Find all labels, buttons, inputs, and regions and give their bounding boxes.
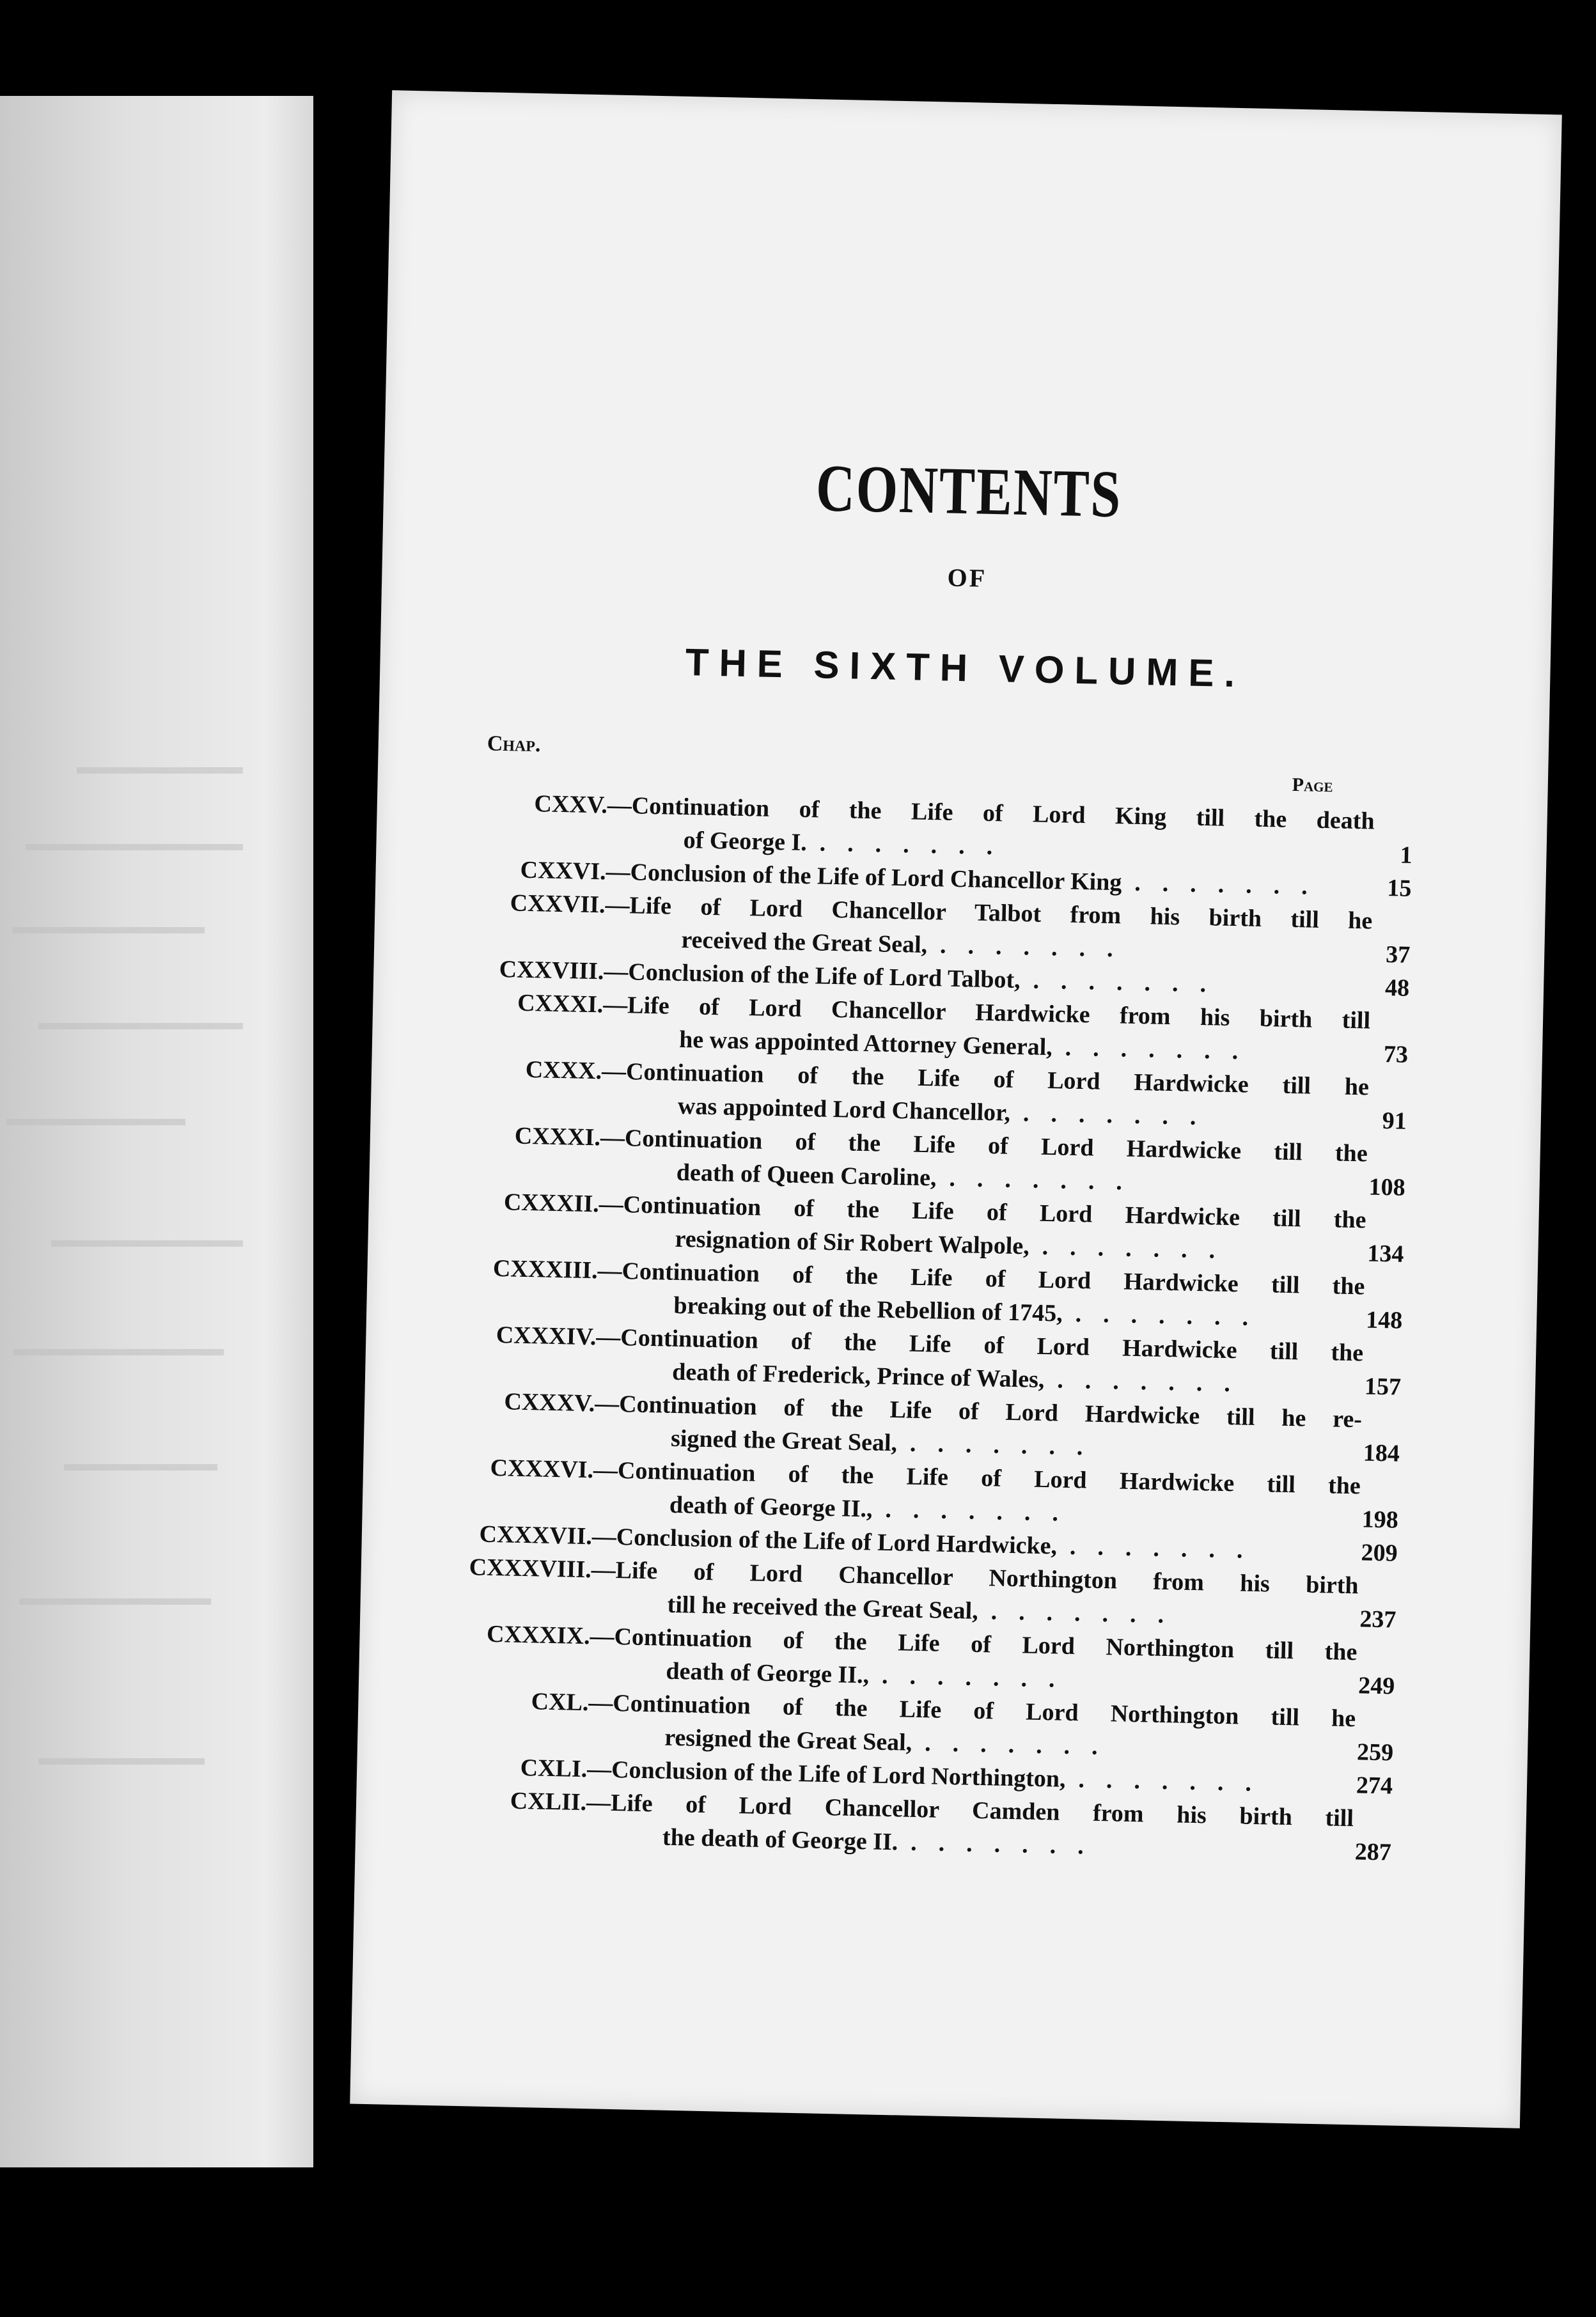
dot-leader: .......	[910, 1829, 1106, 1861]
chapter-title-continuation: the death of George II.	[662, 1823, 898, 1856]
bleed-through-line	[51, 1240, 243, 1247]
chapter-title: Life of Lord Chancellor Camden from his birth till	[610, 1789, 1354, 1832]
dash-separator: —	[588, 1689, 613, 1717]
chapter-title: Continuation of the Life of Lord Hardwicke till he	[625, 1058, 1370, 1101]
dash-separator: —	[586, 1756, 612, 1783]
dash-separator: —	[593, 1456, 618, 1485]
dot-leader: .......	[1022, 1100, 1218, 1131]
chapter-number: CXXV.	[534, 790, 608, 819]
chapter-number: CXXXVII.	[479, 1520, 593, 1550]
dash-separator: —	[595, 1323, 621, 1352]
dot-leader: .......	[1069, 1533, 1265, 1564]
chapter-title-continuation: he was appointed Attorney General,	[678, 1026, 1053, 1061]
page-number: 237	[1359, 1605, 1396, 1634]
page-number: 48	[1384, 974, 1410, 1002]
page-number: 198	[1361, 1506, 1399, 1534]
page-number: 249	[1357, 1672, 1395, 1700]
dot-leader: .......	[1056, 1366, 1253, 1398]
chapter-number: CXL.	[531, 1688, 589, 1717]
bleed-through-line	[13, 1349, 224, 1355]
chapter-title-continuation: received the Great Seal,	[681, 926, 928, 959]
page-title-of: OF	[947, 563, 987, 593]
page-number: 209	[1361, 1539, 1398, 1567]
dot-leader: .......	[990, 1598, 1186, 1629]
page-number: 15	[1386, 875, 1412, 902]
chapter-title-continuation: signed the Great Seal,	[670, 1424, 898, 1457]
chapter-number: CXXVII.	[510, 889, 606, 919]
dash-separator: —	[590, 1623, 615, 1650]
dash-separator: —	[607, 792, 632, 820]
chapter-title: Conclusion of the Life of Lord Talbot,	[627, 958, 1021, 994]
page-number: 157	[1364, 1373, 1402, 1401]
dash-separator: —	[591, 1556, 616, 1584]
chapter-title: Life of Lord Chancellor Northington from his birth	[615, 1557, 1359, 1600]
chapter-title-continuation: death of Queen Caroline,	[676, 1158, 937, 1192]
chapter-title: Continuation of the Life of Lord Hardwicke till the	[620, 1324, 1364, 1367]
chapter-title-continuation: till he received the Great Seal,	[667, 1591, 979, 1625]
chapter-number: CXXXI.	[517, 989, 604, 1018]
bleed-through-line	[77, 767, 243, 774]
chapter-number: CXXXV.	[504, 1388, 595, 1417]
page-number: 148	[1365, 1306, 1403, 1334]
chapter-title: Conclusion of the Life of Lord Northington,	[611, 1756, 1066, 1793]
page-number: 108	[1368, 1173, 1406, 1201]
dot-leader: .......	[885, 1495, 1081, 1527]
chapter-number: CXXVIII.	[499, 955, 604, 985]
page-title: CONTENTS	[815, 451, 1123, 532]
dash-separator: —	[594, 1390, 620, 1418]
dot-leader: .......	[1078, 1766, 1274, 1797]
chapter-number: CXXXIV.	[496, 1322, 597, 1351]
chapter-column-header: Chap.	[487, 731, 541, 757]
dot-leader: .......	[1075, 1300, 1271, 1332]
page-number: 91	[1382, 1107, 1407, 1135]
dot-leader: .......	[924, 1729, 1120, 1761]
chapter-number: CXXXIII.	[492, 1254, 598, 1284]
chapter-title-continuation: resignation of Sir Robert Walpole,	[675, 1225, 1030, 1260]
page-number: 134	[1366, 1240, 1404, 1268]
page-number: 274	[1356, 1772, 1393, 1800]
dash-separator: —	[600, 1124, 625, 1152]
chapter-number: CXXX.	[525, 1056, 602, 1085]
chapter-number: CXXXII.	[503, 1189, 600, 1218]
chapter-title-continuation: resigned the Great Seal,	[664, 1724, 912, 1756]
page-column-header: Page	[1292, 774, 1333, 797]
chapter-title-continuation: death of George II.,	[666, 1657, 870, 1689]
bleed-through-line	[6, 1119, 185, 1125]
chapter-title: Conclusion of the Life of Lord Hardwicke,	[616, 1524, 1058, 1560]
chapter-number: CXXXIX.	[486, 1620, 591, 1650]
bleed-through-line	[26, 844, 243, 850]
page-number: 259	[1356, 1738, 1394, 1767]
contents-page	[350, 90, 1562, 2128]
chapter-title: Continuation of the Life of Lord Hardwicke till he re-	[618, 1391, 1363, 1433]
dot-leader: .......	[1065, 1034, 1260, 1065]
chapter-title: Continuation of the Life of Lord Hardwicke till the	[617, 1457, 1361, 1500]
chapter-title-continuation: of George I.	[683, 826, 808, 857]
chapter-number: CXXVI.	[520, 856, 607, 885]
page-number: 287	[1354, 1838, 1392, 1866]
dot-leader: .......	[1134, 869, 1330, 901]
chapter-number: CXLII.	[510, 1787, 587, 1816]
dash-separator: —	[603, 958, 629, 986]
chapter-title: Continuation of the Life of Lord Northington till he	[612, 1689, 1356, 1733]
dot-leader: .......	[881, 1662, 1077, 1694]
chapter-number: CXXXVI.	[490, 1454, 594, 1484]
page-number: 73	[1383, 1040, 1409, 1068]
dash-separator: —	[605, 891, 630, 919]
bleed-through-line	[19, 1598, 211, 1605]
chapter-number: CXXXI.	[514, 1122, 601, 1151]
chapter-title-continuation: death of Frederick, Prince of Wales,	[671, 1358, 1045, 1393]
dash-separator: —	[602, 991, 628, 1019]
chapter-title-continuation: was appointed Lord Chancellor,	[677, 1092, 1011, 1127]
bleed-through-line	[38, 1023, 243, 1029]
dot-leader: .......	[949, 1164, 1145, 1196]
dash-separator: —	[586, 1789, 611, 1816]
left-page	[0, 96, 313, 2167]
chapter-title-continuation: death of George II.,	[669, 1491, 873, 1523]
chapter-title: Life of Lord Chancellor Hardwicke from his birth till	[627, 992, 1371, 1034]
dot-leader: .......	[819, 829, 1015, 861]
dash-separator: —	[591, 1523, 617, 1551]
page-number: 1	[1400, 841, 1412, 869]
dot-leader: .......	[909, 1430, 1105, 1461]
chapter-title: Continuation of the Life of Lord Hardwicke till the	[624, 1125, 1368, 1167]
chapter-title: Continuation of the Life of Lord Hardwicke till the	[622, 1258, 1365, 1300]
chapter-title: Life of Lord Chancellor Talbot from his birth till he	[629, 892, 1373, 935]
chapter-title: Continuation of the Life of Lord Hardwicke till the	[623, 1191, 1366, 1234]
chapter-number: CXLI.	[520, 1754, 588, 1783]
bleed-through-line	[64, 1464, 217, 1471]
dash-separator: —	[598, 1190, 624, 1219]
volume-title: THE SIXTH VOLUME.	[685, 640, 1246, 696]
dash-separator: —	[606, 858, 631, 886]
chapter-number: CXXXVIII.	[469, 1554, 592, 1584]
page-number: 184	[1363, 1439, 1400, 1467]
dash-separator: —	[597, 1257, 623, 1285]
chapter-title-continuation: breaking out of the Rebellion of 1745,	[673, 1291, 1063, 1327]
dot-leader: .......	[939, 932, 1136, 963]
bleed-through-line	[13, 927, 205, 933]
dash-separator: —	[601, 1057, 627, 1086]
chapter-title: Conclusion of the Life of Lord Chancellor King	[630, 859, 1122, 896]
table-of-contents	[394, 784, 1414, 1869]
chapter-title: Continuation of the Life of Lord King till the death	[631, 792, 1375, 835]
chapter-title: Continuation of the Life of Lord Northington till the	[614, 1623, 1357, 1666]
dot-leader: .......	[1042, 1233, 1237, 1265]
bleed-through-line	[38, 1758, 205, 1765]
dot-leader: .......	[1033, 967, 1228, 998]
page-number: 37	[1385, 941, 1411, 969]
